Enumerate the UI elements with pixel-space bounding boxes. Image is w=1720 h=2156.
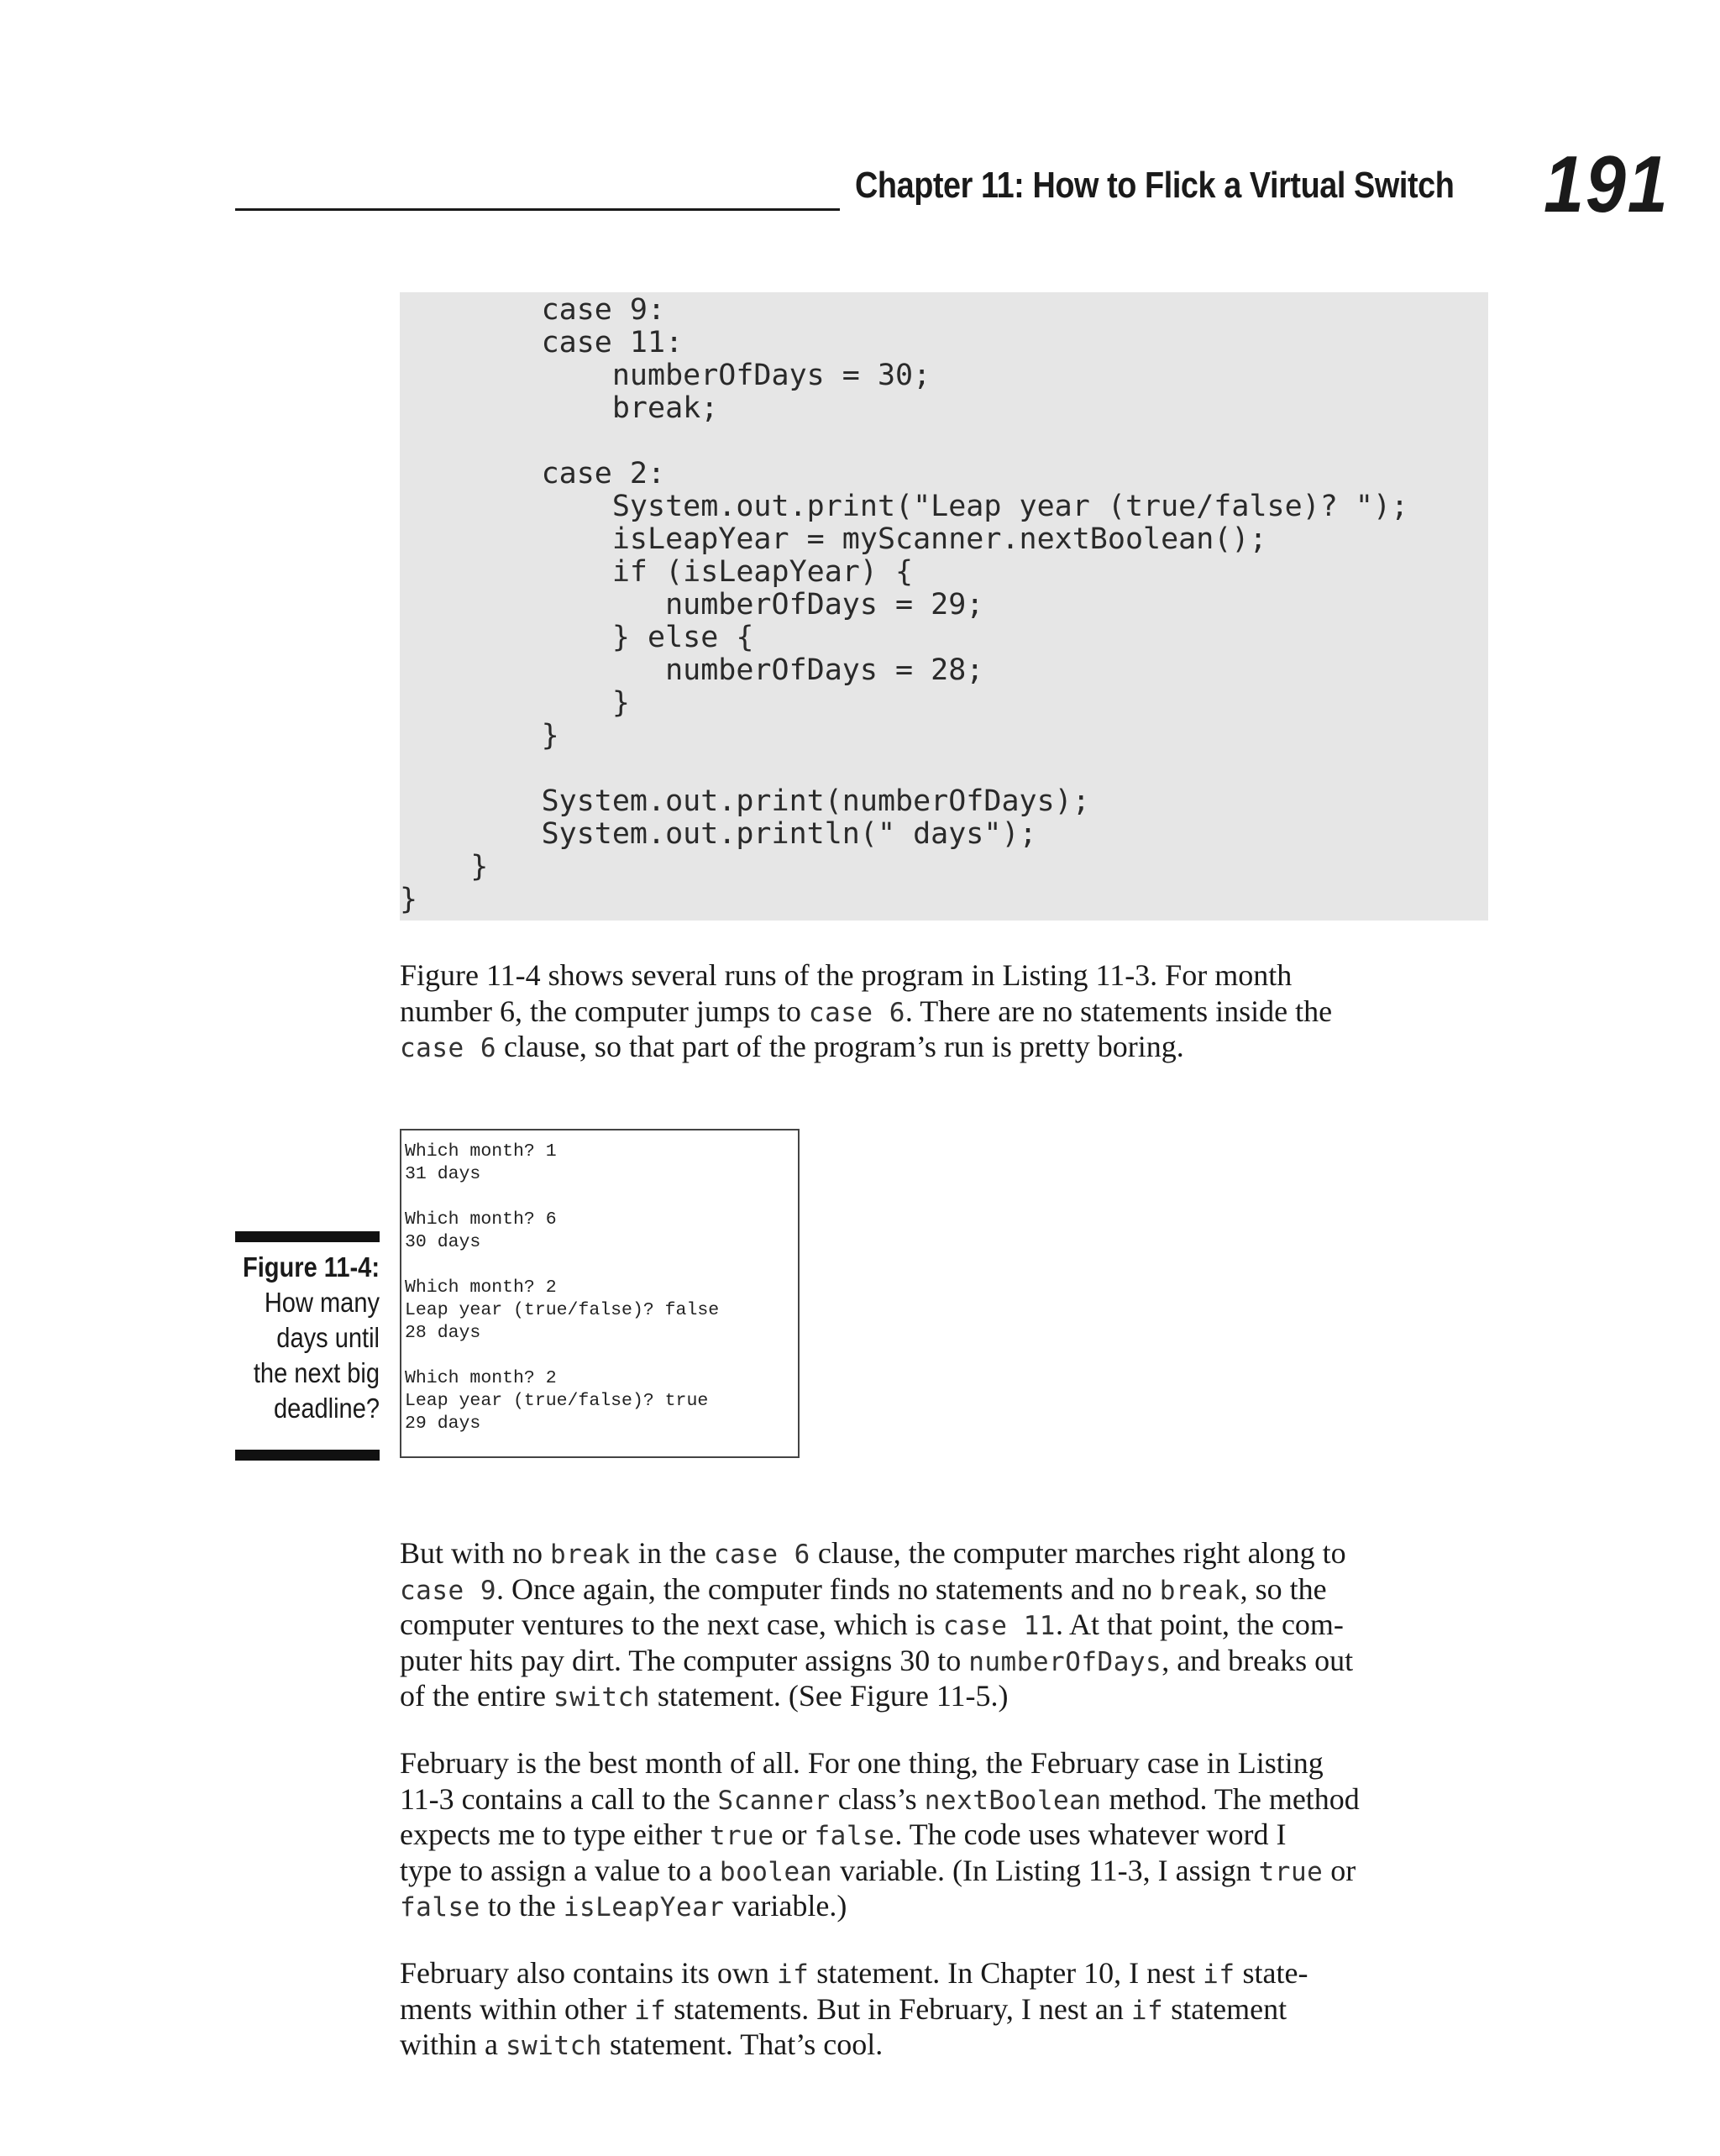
text-line: of the entire switch statement. (See Figure 11-5.): [400, 1679, 1009, 1713]
text-line: 11-3 contains a call to the Scanner class’s nextBoolean method. The method: [400, 1781, 1360, 1816]
console-line: Which month? 1: [405, 1141, 557, 1162]
text-line: case 6 clause, so that part of the program’s run is pretty boring.: [400, 1030, 1184, 1063]
text-line: case 9. Once again, the computer finds no statements and no break, so the: [400, 1571, 1327, 1606]
code-line: System.out.print(numberOfDays);: [400, 784, 1090, 818]
code-line: System.out.println(" days");: [400, 817, 1037, 851]
inline-code: false: [814, 1821, 895, 1851]
inline-code: case 6: [400, 1033, 496, 1063]
text-line: computer ventures to the next case, which is case 11. At that point, the com-: [400, 1608, 1344, 1641]
inline-code: switch: [505, 2031, 602, 2061]
console-line: 29 days: [405, 1414, 481, 1434]
text-line: number 6, the computer jumps to case 6. There are no statements inside the: [400, 994, 1333, 1028]
caption-line: How many: [264, 1287, 380, 1318]
inline-code: false: [400, 1892, 480, 1923]
figure-bottom-bar: [235, 1450, 380, 1461]
inline-code: case 11: [942, 1611, 1056, 1641]
code-line: System.out.print("Leap year (true/false)? ");: [400, 490, 1409, 523]
text-line: February is the best month of all. For one thing, the February case in Listing: [400, 1746, 1324, 1780]
text-line: puter hits pay dirt. The computer assigns 30 to numberOfDays, and breaks out: [400, 1643, 1354, 1677]
code-line: isLeapYear = myScanner.nextBoolean();: [400, 522, 1267, 556]
inline-code: true: [1258, 1856, 1324, 1887]
inline-code: if: [776, 1959, 810, 1990]
console-line: Which month? 6: [405, 1209, 557, 1230]
code-line: numberOfDays = 28;: [400, 653, 984, 687]
inline-code: if: [1203, 1959, 1235, 1990]
inline-code: case 9: [400, 1575, 496, 1606]
text-line: Figure 11-4 shows several runs of the program in Listing 11-3. For month: [400, 958, 1293, 992]
paragraph-figure-intro: [400, 957, 1492, 1065]
code-line: } else {: [400, 621, 754, 654]
caption-line: days until: [276, 1322, 380, 1353]
inline-code: switch: [553, 1682, 650, 1713]
text-line: February also contains its own if statement. In Chapter 10, I nest if state-: [400, 1956, 1308, 1990]
console-line: Leap year (true/false)? false: [405, 1300, 720, 1320]
text-line: false to the isLeapYear variable.): [400, 1889, 847, 1923]
code-line: if (isLeapYear) {: [400, 555, 914, 589]
paragraph-nested-if: [400, 1955, 1492, 2063]
code-line: case 11:: [400, 326, 684, 359]
code-line: numberOfDays = 29;: [400, 588, 984, 622]
text-line: But with no break in the case 6 clause, the computer marches right along to: [400, 1536, 1346, 1570]
inline-code: isLeapYear: [563, 1892, 725, 1923]
console-line: Which month? 2: [405, 1368, 557, 1388]
console-line: 31 days: [405, 1164, 481, 1184]
text-line: ments within other if statements. But in February, I nest an if statement: [400, 1991, 1287, 2026]
caption-line: the next big: [253, 1357, 380, 1388]
inline-code: break: [550, 1540, 631, 1570]
chapter-title: Chapter 11: How to Flick a Virtual Switch: [855, 165, 1455, 206]
code-line: }: [400, 686, 630, 720]
inline-code: break: [1159, 1575, 1240, 1606]
header-rule: [235, 208, 840, 211]
figure-caption: [223, 1250, 380, 1426]
inline-code: if: [633, 1995, 667, 2026]
inline-code: Scanner: [717, 1785, 831, 1816]
code-line: }: [400, 719, 559, 753]
figure-label: Figure 11-4:: [242, 1251, 380, 1283]
code-line: case 9:: [400, 293, 666, 327]
code-line: numberOfDays = 30;: [400, 359, 931, 392]
inline-code: if: [1130, 1995, 1164, 2026]
code-listing: [400, 292, 1488, 921]
text-line: type to assign a value to a boolean variable. (In Listing 11-3, I assign true or: [400, 1853, 1356, 1887]
code-line: case 2:: [400, 457, 666, 490]
text-line: within a switch statement. That’s cool.: [400, 2027, 884, 2061]
inline-code: boolean: [719, 1856, 833, 1887]
page-number: 191: [1544, 139, 1670, 229]
console-line: 28 days: [405, 1323, 481, 1343]
inline-code: case 6: [808, 997, 905, 1028]
console-output-figure: [400, 1129, 800, 1458]
paragraph-fallthrough: [400, 1535, 1492, 1714]
paragraph-february: [400, 1745, 1492, 1924]
code-line: }: [400, 850, 489, 884]
caption-line: deadline?: [274, 1393, 380, 1424]
inline-code: case 6: [713, 1540, 810, 1570]
console-line: 30 days: [405, 1232, 481, 1252]
inline-code: true: [709, 1821, 774, 1851]
console-line: Which month? 2: [405, 1277, 557, 1298]
figure-top-bar: [235, 1231, 380, 1242]
text-line: expects me to type either true or false. The code uses whatever word I: [400, 1818, 1287, 1851]
code-line: }: [400, 883, 418, 916]
code-line: break;: [400, 391, 719, 425]
inline-code: numberOfDays: [968, 1646, 1162, 1677]
console-line: Leap year (true/false)? true: [405, 1391, 709, 1411]
inline-code: nextBoolean: [924, 1785, 1102, 1816]
